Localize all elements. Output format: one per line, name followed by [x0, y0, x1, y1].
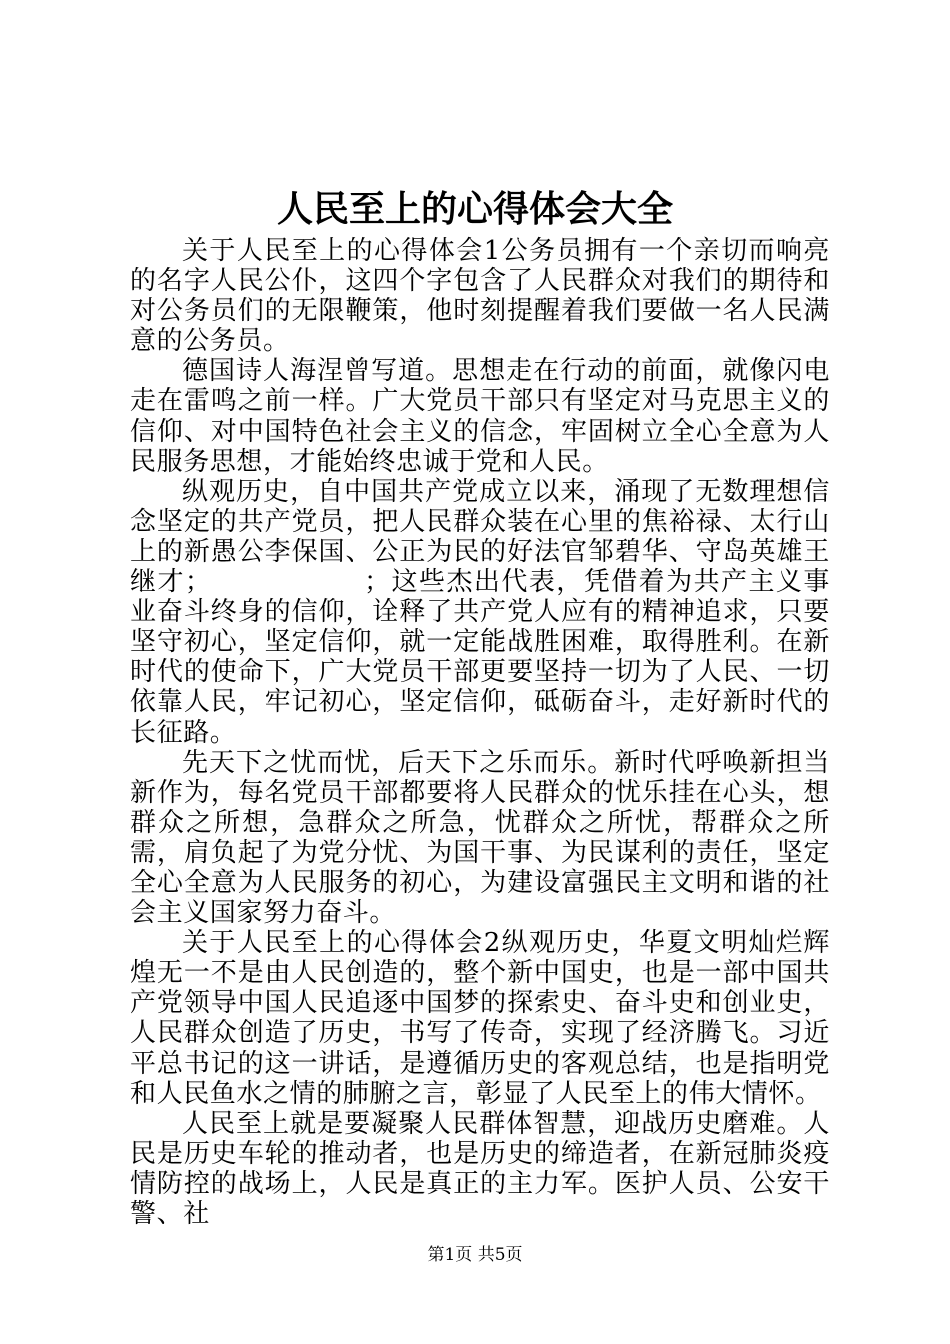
paragraph-6: 人民至上就是要凝聚人民群体智慧，迎战历史磨难。人民是历史车轮的推动者，也是历史的缔造者，在新冠肺炎疫情防控的战场上，人民是真正的主力军。医护人员、公安干警、社	[130, 1108, 830, 1229]
paragraph-4: 先天下之忧而忧，后天下之乐而乐。新时代呼唤新担当新作为，每名党员干部都要将人民群众的忧乐挂在心头，想群众之所想，急群众之所急，忧群众之所忧，帮群众之所需，肩负起了为党分忧、为国干事、为民谋利的责任，坚定全心全意为人民服务的初心，为建设富强民主文明和谐的社会主义国家努力奋斗。	[130, 747, 830, 929]
page-footer: 第1页 共5页	[427, 1245, 523, 1265]
paragraph-5: 关于人民至上的心得体会2纵观历史，华夏文明灿烂辉煌无一不是由人民创造的，整个新中国史，也是一部中国共产党领导中国人民追逐中国梦的探索史、奋斗史和创业史，人民群众创造了历史，书写了传奇，实现了经济腾飞。习近平总书记的这一讲话，是遵循历史的客观总结，也是指明党和人民鱼水之情的肺腑之言，彰显了人民至上的伟大情怀。	[130, 928, 830, 1109]
paragraph-1: 关于人民至上的心得体会1公务员拥有一个亲切而响亮的名字人民公仆，这四个字包含了人民群众对我们的期待和对公务员们的无限鞭策，他时刻提醒着我们要做一名人民满意的公务员。	[130, 236, 830, 357]
paragraph-2: 德国诗人海涅曾写道。思想走在行动的前面，就像闪电走在雷鸣之前一样。广大党员干部只有坚定对马克思主义的信仰、对中国特色社会主义的信念，牢固树立全心全意为人民服务思想，才能始终忠诚于党和人民。	[130, 356, 830, 477]
document-title: 人民至上的心得体会大全	[276, 188, 673, 230]
paragraph-3: 纵观历史，自中国共产党成立以来，涌现了无数理想信念坚定的共产党员，把人民群众装在心里的焦裕禄、太行山上的新愚公李保国、公正为民的好法官邹碧华、守岛英雄王继才； ；这些杰出代表，凭借着为共产主义事业奋斗终身的信仰，诠释了共产党人应有的精神追求，只要坚守初心，坚定信仰，就一定能战胜困难，取得胜利。在新时代的使命下，广大党员干部更要坚持一切为了人民、一切依靠人民，牢记初心，坚定信仰，砥砺奋斗，走好新时代的长征路。	[130, 476, 830, 748]
document-body	[130, 236, 830, 1229]
